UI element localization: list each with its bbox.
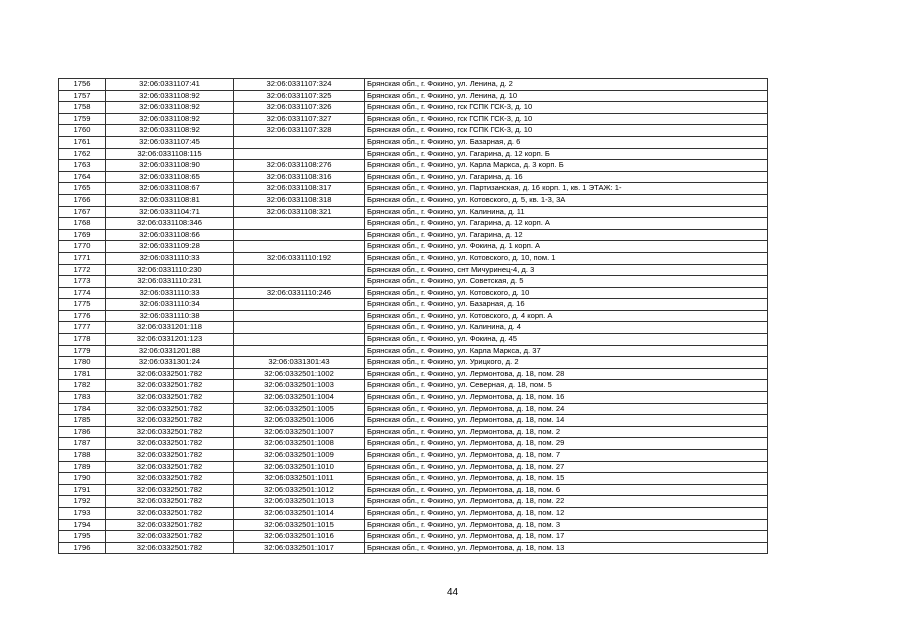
linked-cadastral-number-cell: 32:06:0332501:1017	[234, 542, 365, 554]
table-row	[59, 484, 768, 496]
row-number-cell: 1772	[59, 264, 106, 276]
row-number-cell: 1776	[59, 310, 106, 322]
address-cell: Брянская обл., г. Фокино, ул. Котовского, д. 10, пом. 1	[365, 252, 768, 264]
cadastral-number-cell: 32:06:0331104:71	[106, 206, 234, 218]
cadastral-number-cell: 32:06:0332501:782	[106, 461, 234, 473]
row-number-cell: 1777	[59, 322, 106, 334]
row-number-cell: 1775	[59, 299, 106, 311]
table-row	[59, 79, 768, 91]
row-number-cell: 1790	[59, 473, 106, 485]
linked-cadastral-number-cell	[234, 299, 365, 311]
table-row	[59, 531, 768, 543]
row-number-cell: 1763	[59, 160, 106, 172]
row-number-cell: 1781	[59, 368, 106, 380]
linked-cadastral-number-cell: 32:06:0331110:246	[234, 287, 365, 299]
table-row	[59, 310, 768, 322]
address-cell: Брянская обл., г. Фокино, ул. Северная, д. 18, пом. 5	[365, 380, 768, 392]
row-number-cell: 1783	[59, 392, 106, 404]
address-cell: Брянская обл., г. Фокино, ул. Лермонтова, д. 18, пом. 12	[365, 507, 768, 519]
linked-cadastral-number-cell: 32:06:0331107:328	[234, 125, 365, 137]
table-row	[59, 276, 768, 288]
address-cell: Брянская обл., г. Фокино, ул. Базарная, д. 6	[365, 136, 768, 148]
cadastral-number-cell: 32:06:0332501:782	[106, 473, 234, 485]
cadastral-number-cell: 32:06:0331110:231	[106, 276, 234, 288]
row-number-cell: 1756	[59, 79, 106, 91]
linked-cadastral-number-cell: 32:06:0331107:327	[234, 113, 365, 125]
linked-cadastral-number-cell: 32:06:0331107:324	[234, 79, 365, 91]
address-cell: Брянская обл., г. Фокино, ул. Калинина, д. 11	[365, 206, 768, 218]
linked-cadastral-number-cell	[234, 136, 365, 148]
row-number-cell: 1794	[59, 519, 106, 531]
linked-cadastral-number-cell: 32:06:0332501:1016	[234, 531, 365, 543]
cadastral-number-cell: 32:06:0332501:782	[106, 403, 234, 415]
table-row	[59, 206, 768, 218]
row-number-cell: 1785	[59, 415, 106, 427]
row-number-cell: 1789	[59, 461, 106, 473]
address-cell: Брянская обл., г. Фокино, ул. Лермонтова, д. 18, пом. 27	[365, 461, 768, 473]
linked-cadastral-number-cell: 32:06:0331110:192	[234, 252, 365, 264]
linked-cadastral-number-cell: 32:06:0332501:1008	[234, 438, 365, 450]
address-cell: Брянская обл., г. Фокино, ул. Лермонтова, д. 18, пом. 29	[365, 438, 768, 450]
table-row	[59, 264, 768, 276]
linked-cadastral-number-cell: 32:06:0332501:1002	[234, 368, 365, 380]
cadastral-number-cell: 32:06:0332501:782	[106, 426, 234, 438]
cadastral-number-cell: 32:06:0331109:28	[106, 241, 234, 253]
row-number-cell: 1788	[59, 450, 106, 462]
table-row	[59, 392, 768, 404]
table-row	[59, 507, 768, 519]
address-cell: Брянская обл., г. Фокино, ул. Фокина, д. 1 корп. А	[365, 241, 768, 253]
address-cell: Брянская обл., г. Фокино, ул. Лермонтова, д. 18, пом. 15	[365, 473, 768, 485]
cadastral-number-cell: 32:06:0331201:88	[106, 345, 234, 357]
registry-table	[58, 78, 768, 554]
table-row	[59, 415, 768, 427]
table-row	[59, 148, 768, 160]
row-number-cell: 1782	[59, 380, 106, 392]
row-number-cell: 1770	[59, 241, 106, 253]
cadastral-number-cell: 32:06:0331110:230	[106, 264, 234, 276]
linked-cadastral-number-cell: 32:06:0332501:1007	[234, 426, 365, 438]
cadastral-number-cell: 32:06:0332501:782	[106, 450, 234, 462]
table-row	[59, 136, 768, 148]
cadastral-number-cell: 32:06:0331201:123	[106, 334, 234, 346]
row-number-cell: 1787	[59, 438, 106, 450]
table-row	[59, 183, 768, 195]
linked-cadastral-number-cell	[234, 345, 365, 357]
cadastral-number-cell: 32:06:0332501:782	[106, 542, 234, 554]
table-row	[59, 160, 768, 172]
row-number-cell: 1758	[59, 102, 106, 114]
linked-cadastral-number-cell: 32:06:0331108:276	[234, 160, 365, 172]
address-cell: Брянская обл., г. Фокино, ул. Лермонтова, д. 18, пом. 24	[365, 403, 768, 415]
linked-cadastral-number-cell: 32:06:0331108:321	[234, 206, 365, 218]
linked-cadastral-number-cell: 32:06:0332501:1009	[234, 450, 365, 462]
cadastral-number-cell: 32:06:0332501:782	[106, 484, 234, 496]
cadastral-number-cell: 32:06:0331108:67	[106, 183, 234, 195]
table-row	[59, 252, 768, 264]
address-cell: Брянская обл., г. Фокино, ул. Лермонтова, д. 18, пом. 6	[365, 484, 768, 496]
address-cell: Брянская обл., г. Фокино, ул. Котовского, д. 4 корп. А	[365, 310, 768, 322]
cadastral-number-cell: 32:06:0332501:782	[106, 368, 234, 380]
table-row	[59, 357, 768, 369]
page-number: 44	[446, 587, 459, 598]
cadastral-number-cell: 32:06:0332501:782	[106, 380, 234, 392]
table-row	[59, 322, 768, 334]
table-row	[59, 125, 768, 137]
linked-cadastral-number-cell: 32:06:0332501:1011	[234, 473, 365, 485]
linked-cadastral-number-cell: 32:06:0331107:325	[234, 90, 365, 102]
table-row	[59, 473, 768, 485]
row-number-cell: 1768	[59, 218, 106, 230]
table-row	[59, 403, 768, 415]
address-cell: Брянская обл., г. Фокино, ул. Лермонтова, д. 18, пом. 17	[365, 531, 768, 543]
row-number-cell: 1780	[59, 357, 106, 369]
table-row	[59, 450, 768, 462]
address-cell: Брянская обл., г. Фокино, ул. Гагарина, д. 16	[365, 171, 768, 183]
cadastral-number-cell: 32:06:0332501:782	[106, 496, 234, 508]
table-row	[59, 542, 768, 554]
cadastral-number-cell: 32:06:0331108:65	[106, 171, 234, 183]
address-cell: Брянская обл., г. Фокино, ул. Базарная, д. 16	[365, 299, 768, 311]
cadastral-number-cell: 32:06:0331108:92	[106, 90, 234, 102]
address-cell: Брянская обл., г. Фокино, ул. Партизанская, д. 16 корп. 1, кв. 1 ЭТАЖ: 1-	[365, 183, 768, 195]
address-cell: Брянская обл., г. Фокино, гск ГСПК ГСК-3, д. 10	[365, 125, 768, 137]
row-number-cell: 1773	[59, 276, 106, 288]
cadastral-number-cell: 32:06:0331108:92	[106, 102, 234, 114]
table-row	[59, 90, 768, 102]
cadastral-number-cell: 32:06:0331108:90	[106, 160, 234, 172]
table-row	[59, 461, 768, 473]
table-row	[59, 299, 768, 311]
table-row	[59, 426, 768, 438]
linked-cadastral-number-cell: 32:06:0332501:1005	[234, 403, 365, 415]
row-number-cell: 1760	[59, 125, 106, 137]
table-row	[59, 438, 768, 450]
address-cell: Брянская обл., г. Фокино, ул. Ленина, д. 2	[365, 79, 768, 91]
cadastral-number-cell: 32:06:0332501:782	[106, 507, 234, 519]
cadastral-number-cell: 32:06:0331108:346	[106, 218, 234, 230]
address-cell: Брянская обл., г. Фокино, ул. Котовского, д. 5, кв. 1-3, 3А	[365, 194, 768, 206]
row-number-cell: 1761	[59, 136, 106, 148]
table-row	[59, 229, 768, 241]
linked-cadastral-number-cell	[234, 218, 365, 230]
address-cell: Брянская обл., г. Фокино, ул. Карла Маркса, д. 3 корп. Б	[365, 160, 768, 172]
linked-cadastral-number-cell: 32:06:0331108:318	[234, 194, 365, 206]
table-row	[59, 113, 768, 125]
linked-cadastral-number-cell: 32:06:0331107:326	[234, 102, 365, 114]
row-number-cell: 1793	[59, 507, 106, 519]
address-cell: Брянская обл., г. Фокино, ул. Лермонтова, д. 18, пом. 22	[365, 496, 768, 508]
cadastral-number-cell: 32:06:0331108:115	[106, 148, 234, 160]
registry-table-body	[59, 79, 768, 554]
cadastral-number-cell: 32:06:0331108:81	[106, 194, 234, 206]
table-row	[59, 496, 768, 508]
address-cell: Брянская обл., г. Фокино, ул. Лермонтова, д. 18, пом. 7	[365, 450, 768, 462]
row-number-cell: 1757	[59, 90, 106, 102]
address-cell: Брянская обл., г. Фокино, ул. Лермонтова, д. 18, пом. 13	[365, 542, 768, 554]
linked-cadastral-number-cell	[234, 229, 365, 241]
cadastral-number-cell: 32:06:0331301:24	[106, 357, 234, 369]
row-number-cell: 1759	[59, 113, 106, 125]
row-number-cell: 1792	[59, 496, 106, 508]
linked-cadastral-number-cell	[234, 310, 365, 322]
address-cell: Брянская обл., г. Фокино, ул. Лермонтова, д. 18, пом. 16	[365, 392, 768, 404]
address-cell: Брянская обл., г. Фокино, ул. Ленина, д. 10	[365, 90, 768, 102]
linked-cadastral-number-cell: 32:06:0331108:316	[234, 171, 365, 183]
address-cell: Брянская обл., г. Фокино, ул. Гагарина, д. 12	[365, 229, 768, 241]
linked-cadastral-number-cell: 32:06:0332501:1003	[234, 380, 365, 392]
linked-cadastral-number-cell: 32:06:0331301:43	[234, 357, 365, 369]
address-cell: Брянская обл., г. Фокино, ул. Лермонтова, д. 18, пом. 14	[365, 415, 768, 427]
table-row	[59, 368, 768, 380]
row-number-cell: 1779	[59, 345, 106, 357]
linked-cadastral-number-cell: 32:06:0332501:1006	[234, 415, 365, 427]
row-number-cell: 1795	[59, 531, 106, 543]
address-cell: Брянская обл., г. Фокино, ул. Фокина, д. 45	[365, 334, 768, 346]
linked-cadastral-number-cell	[234, 148, 365, 160]
table-row	[59, 171, 768, 183]
row-number-cell: 1786	[59, 426, 106, 438]
cadastral-number-cell: 32:06:0331108:66	[106, 229, 234, 241]
cadastral-number-cell: 32:06:0332501:782	[106, 438, 234, 450]
row-number-cell: 1766	[59, 194, 106, 206]
table-row	[59, 287, 768, 299]
row-number-cell: 1769	[59, 229, 106, 241]
address-cell: Брянская обл., г. Фокино, ул. Лермонтова, д. 18, пом. 28	[365, 368, 768, 380]
address-cell: Брянская обл., г. Фокино, гск ГСПК ГСК-3, д. 10	[365, 113, 768, 125]
linked-cadastral-number-cell: 32:06:0332501:1010	[234, 461, 365, 473]
address-cell: Брянская обл., г. Фокино, гск ГСПК ГСК-3, д. 10	[365, 102, 768, 114]
cadastral-number-cell: 32:06:0331110:38	[106, 310, 234, 322]
cadastral-number-cell: 32:06:0332501:782	[106, 531, 234, 543]
cadastral-number-cell: 32:06:0331110:34	[106, 299, 234, 311]
address-cell: Брянская обл., г. Фокино, ул. Лермонтова, д. 18, пом. 3	[365, 519, 768, 531]
cadastral-number-cell: 32:06:0332501:782	[106, 415, 234, 427]
linked-cadastral-number-cell: 32:06:0332501:1004	[234, 392, 365, 404]
address-cell: Брянская обл., г. Фокино, ул. Карла Маркса, д. 37	[365, 345, 768, 357]
row-number-cell: 1796	[59, 542, 106, 554]
row-number-cell: 1778	[59, 334, 106, 346]
table-row	[59, 345, 768, 357]
table-row	[59, 334, 768, 346]
address-cell: Брянская обл., г. Фокино, ул. Лермонтова, д. 18, пом. 2	[365, 426, 768, 438]
linked-cadastral-number-cell: 32:06:0332501:1015	[234, 519, 365, 531]
table-row	[59, 102, 768, 114]
cadastral-number-cell: 32:06:0331110:33	[106, 252, 234, 264]
address-cell: Брянская обл., г. Фокино, ул. Котовского, д. 10	[365, 287, 768, 299]
address-cell: Брянская обл., г. Фокино, ул. Урицкого, д. 2	[365, 357, 768, 369]
linked-cadastral-number-cell: 32:06:0332501:1012	[234, 484, 365, 496]
linked-cadastral-number-cell: 32:06:0332501:1013	[234, 496, 365, 508]
table-row	[59, 380, 768, 392]
table-row	[59, 241, 768, 253]
cadastral-number-cell: 32:06:0331110:33	[106, 287, 234, 299]
cadastral-number-cell: 32:06:0332501:782	[106, 519, 234, 531]
table-row	[59, 519, 768, 531]
address-cell: Брянская обл., г. Фокино, ул. Гагарина, д. 12 корп. Б	[365, 148, 768, 160]
row-number-cell: 1767	[59, 206, 106, 218]
address-cell: Брянская обл., г. Фокино, ул. Гагарина, д. 12 корп. А	[365, 218, 768, 230]
linked-cadastral-number-cell	[234, 276, 365, 288]
row-number-cell: 1762	[59, 148, 106, 160]
linked-cadastral-number-cell	[234, 322, 365, 334]
table-row	[59, 194, 768, 206]
row-number-cell: 1784	[59, 403, 106, 415]
linked-cadastral-number-cell	[234, 264, 365, 276]
linked-cadastral-number-cell	[234, 241, 365, 253]
cadastral-number-cell: 32:06:0331107:41	[106, 79, 234, 91]
row-number-cell: 1765	[59, 183, 106, 195]
table-row	[59, 218, 768, 230]
row-number-cell: 1791	[59, 484, 106, 496]
linked-cadastral-number-cell	[234, 334, 365, 346]
row-number-cell: 1774	[59, 287, 106, 299]
cadastral-number-cell: 32:06:0331108:92	[106, 113, 234, 125]
linked-cadastral-number-cell: 32:06:0331108:317	[234, 183, 365, 195]
cadastral-number-cell: 32:06:0331201:118	[106, 322, 234, 334]
cadastral-number-cell: 32:06:0331107:45	[106, 136, 234, 148]
linked-cadastral-number-cell: 32:06:0332501:1014	[234, 507, 365, 519]
address-cell: Брянская обл., г. Фокино, ул. Советская, д. 5	[365, 276, 768, 288]
row-number-cell: 1764	[59, 171, 106, 183]
address-cell: Брянская обл., г. Фокино, снт Мичуринец-4, д. 3	[365, 264, 768, 276]
cadastral-number-cell: 32:06:0332501:782	[106, 392, 234, 404]
cadastral-number-cell: 32:06:0331108:92	[106, 125, 234, 137]
row-number-cell: 1771	[59, 252, 106, 264]
address-cell: Брянская обл., г. Фокино, ул. Калинина, д. 4	[365, 322, 768, 334]
